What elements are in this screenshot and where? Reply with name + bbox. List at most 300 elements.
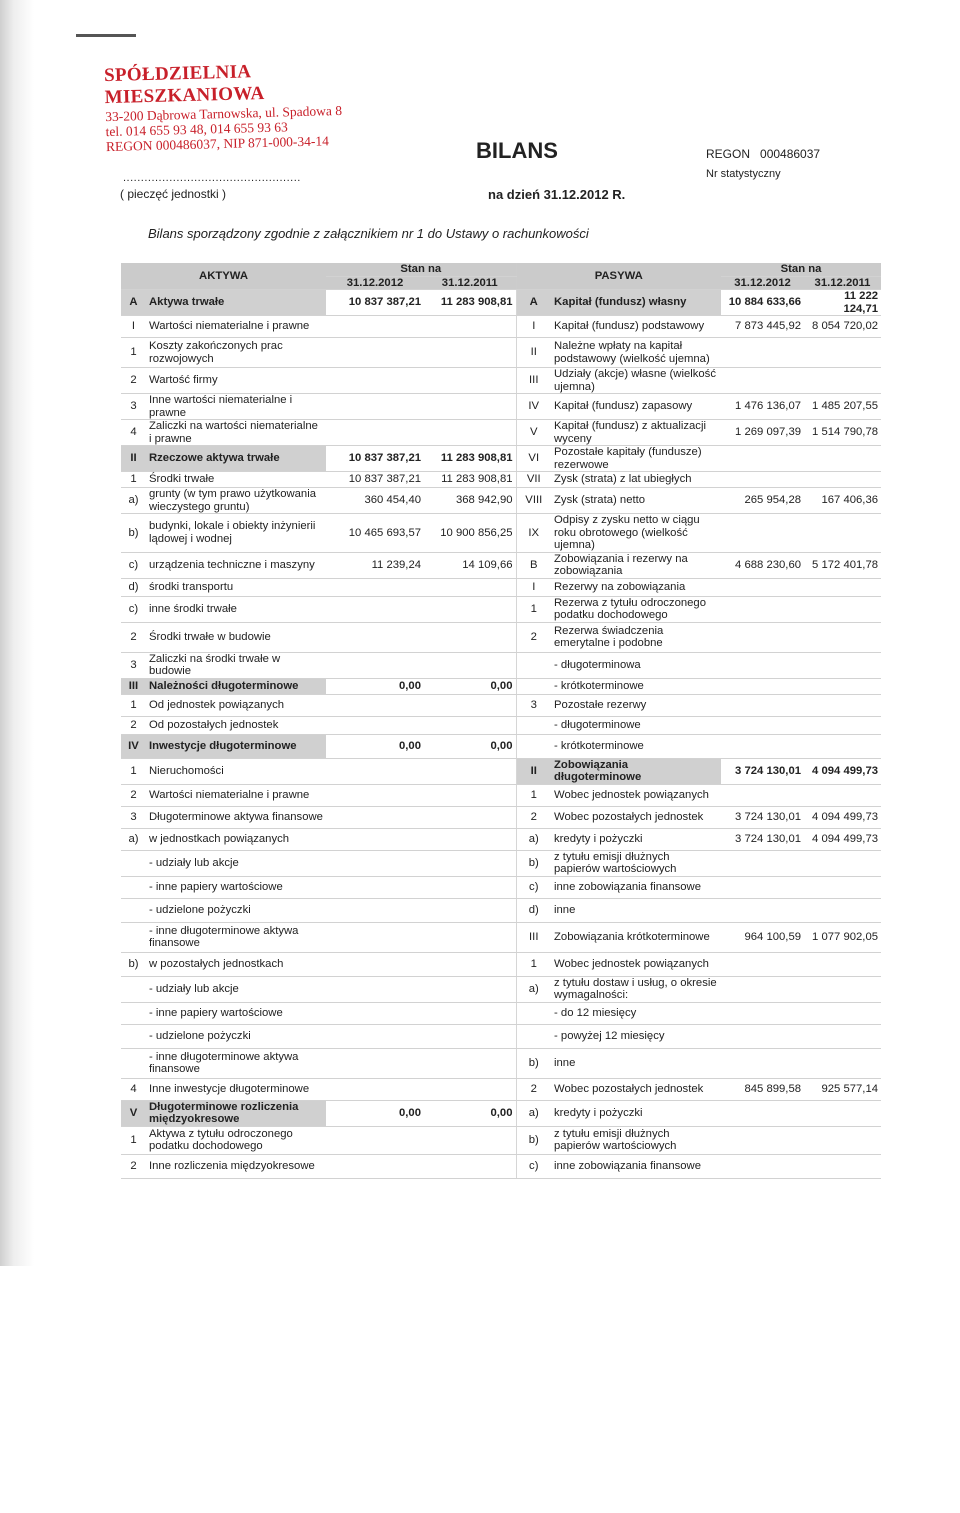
pasywa-item-number: 1 [516,784,551,806]
pasywa-item-number: IX [516,514,551,553]
pasywa-value-2012: 964 100,59 [721,922,804,952]
aktywa-item-label: Inne rozliczenia międzyokresowe [146,1154,326,1178]
pasywa-item-label: Kapitał (fundusz) własny [551,290,721,316]
aktywa-item-label: Inwestycje długoterminowe [146,734,326,758]
pasywa-item-label: inne zobowiązania finansowe [551,1154,721,1178]
aktywa-item-number: 1 [121,758,146,784]
pasywa-date-2011-header: 31.12.2011 [804,276,881,290]
aktywa-date-2011-header: 31.12.2011 [424,276,516,290]
stamp-line-3: tel. 014 655 93 48, 014 655 93 63 [105,119,289,140]
aktywa-item-number: 3 [121,394,146,420]
pasywa-value-2012 [721,976,804,1002]
table-row [121,338,881,368]
pasywa-value-2011 [804,1048,881,1078]
aktywa-item-number: a) [121,828,146,850]
aktywa-value-2012 [326,758,424,784]
aktywa-value-2012 [326,1024,424,1048]
aktywa-item-label: urządzenia techniczne i maszyny [146,552,326,578]
aktywa-value-2011: 368 942,90 [424,488,516,514]
pasywa-item-label: Rezerwa świadczenia emerytalne i podobne [551,622,721,652]
aktywa-item-number: A [121,290,146,316]
table-row [121,622,881,652]
aktywa-item-label: budynki, lokale i obiekty inżynierii lądowej i wodnej [146,514,326,553]
company-stamp [104,59,346,154]
aktywa-item-number [121,922,146,952]
pasywa-item-label: - długoterminowe [551,716,721,734]
pasywa-value-2012 [721,850,804,876]
pasywa-item-number: 3 [516,694,551,716]
pasywa-value-2012: 1 269 097,39 [721,420,804,446]
pasywa-value-2012: 845 899,58 [721,1078,804,1100]
aktywa-item-number: 2 [121,716,146,734]
pasywa-value-2011 [804,446,881,472]
pasywa-item-label: Wobec jednostek powiązanych [551,952,721,976]
pasywa-value-2011: 4 094 499,73 [804,828,881,850]
pasywa-item-number [516,1002,551,1024]
aktywa-value-2012 [326,952,424,976]
aktywa-value-2012 [326,1078,424,1100]
table-row [121,1126,881,1154]
aktywa-item-number: d) [121,578,146,596]
pasywa-item-label: Zysk (strata) netto [551,488,721,514]
table-row [121,368,881,394]
table-row [121,552,881,578]
pasywa-value-2011 [804,652,881,678]
pasywa-item-number: a) [516,976,551,1002]
pasywa-value-2012: 265 954,28 [721,488,804,514]
aktywa-item-label: Od pozostałych jednostek [146,716,326,734]
aktywa-value-2011 [424,316,516,338]
aktywa-item-number: 2 [121,622,146,652]
pasywa-item-label: Udziały (akcje) własne (wielkość ujemna) [551,368,721,394]
aktywa-value-2012 [326,578,424,596]
aktywa-item-label: Rzeczowe aktywa trwałe [146,446,326,472]
table-row [121,394,881,420]
aktywa-value-2011 [424,1024,516,1048]
aktywa-value-2012: 0,00 [326,734,424,758]
table-row [121,290,881,316]
pasywa-value-2012 [721,1100,804,1126]
table-row [121,716,881,734]
aktywa-item-number: 2 [121,368,146,394]
pasywa-value-2012 [721,678,804,694]
pasywa-value-2011 [804,952,881,976]
pasywa-item-label: Rezerwy na zobowiązania [551,578,721,596]
aktywa-item-label: - udziały lub akcje [146,976,326,1002]
aktywa-item-label: Nieruchomości [146,758,326,784]
aktywa-item-number: II [121,446,146,472]
aktywa-item-label: Zaliczki na wartości niematerialne i prawne [146,420,326,446]
pasywa-value-2012: 3 724 130,01 [721,758,804,784]
aktywa-item-label: Środki trwałe w budowie [146,622,326,652]
aktywa-value-2012: 10 837 387,21 [326,446,424,472]
pasywa-item-number: a) [516,828,551,850]
pasywa-item-number: I [516,578,551,596]
pasywa-item-number [516,652,551,678]
aktywa-item-number: 3 [121,806,146,828]
pasywa-value-2011 [804,1002,881,1024]
table-row [121,734,881,758]
pasywa-value-2011: 925 577,14 [804,1078,881,1100]
aktywa-date-2012-header: 31.12.2012 [326,276,424,290]
aktywa-value-2012 [326,850,424,876]
aktywa-value-2011: 10 900 856,25 [424,514,516,553]
pasywa-item-number: V [516,420,551,446]
aktywa-item-label: Długoterminowe rozliczenia międzyokresowe [146,1100,326,1126]
pasywa-value-2012 [721,1048,804,1078]
table-row [121,678,881,694]
aktywa-item-label: - inne długoterminowe aktywa finansowe [146,922,326,952]
table-row [121,1002,881,1024]
scan-edge-shadow [0,0,34,1266]
pasywa-value-2012: 3 724 130,01 [721,806,804,828]
aktywa-item-label: w pozostałych jednostkach [146,952,326,976]
aktywa-item-label: w jednostkach powiązanych [146,828,326,850]
table-row [121,784,881,806]
pasywa-value-2011 [804,976,881,1002]
pasywa-value-2012: 10 884 633,66 [721,290,804,316]
pasywa-item-label: - długoterminowa [551,652,721,678]
pasywa-value-2012: 1 476 136,07 [721,394,804,420]
pasywa-value-2012 [721,578,804,596]
pasywa-value-2012 [721,1002,804,1024]
stamp-line-1: SPÓŁDZIELNIA MIESZKANIOWA [103,61,265,109]
aktywa-value-2011 [424,850,516,876]
aktywa-item-number [121,976,146,1002]
pasywa-item-number: A [516,290,551,316]
aktywa-value-2011: 0,00 [424,678,516,694]
aktywa-item-number [121,1002,146,1024]
table-row [121,1154,881,1178]
pasywa-value-2012 [721,734,804,758]
pasywa-item-number: c) [516,1154,551,1178]
table-row [121,952,881,976]
table-row [121,850,881,876]
pasywa-item-number [516,678,551,694]
aktywa-item-label: Wartość firmy [146,368,326,394]
aktywa-item-number: 2 [121,1154,146,1178]
aktywa-item-label: - udzielone pożyczki [146,898,326,922]
aktywa-item-number: 1 [121,694,146,716]
aktywa-value-2012 [326,596,424,622]
aktywa-value-2012 [326,420,424,446]
pasywa-value-2011 [804,898,881,922]
aktywa-value-2012 [326,716,424,734]
pasywa-item-number: VI [516,446,551,472]
pasywa-item-number: III [516,368,551,394]
pasywa-value-2011 [804,1126,881,1154]
pasywa-value-2012 [721,622,804,652]
pasywa-item-label: - do 12 miesięcy [551,1002,721,1024]
table-row [121,1048,881,1078]
aktywa-item-number: 3 [121,652,146,678]
regon-value: 000486037 [760,147,821,161]
stamp-line-4: REGON 000486037, NIP 871-000-34-14 [105,133,330,155]
aktywa-value-2012: 10 465 693,57 [326,514,424,553]
aktywa-item-number [121,850,146,876]
aktywa-value-2011 [424,420,516,446]
aktywa-value-2012 [326,1126,424,1154]
aktywa-item-number: 4 [121,1078,146,1100]
pasywa-item-label: z tytułu dostaw i usług, o okresie wymagalności: [551,976,721,1002]
aktywa-item-number [121,1048,146,1078]
pasywa-item-label: - powyżej 12 miesięcy [551,1024,721,1048]
pasywa-value-2012: 4 688 230,60 [721,552,804,578]
pasywa-value-2011 [804,734,881,758]
aktywa-value-2011 [424,1154,516,1178]
pasywa-item-number: I [516,316,551,338]
pasywa-stan-na-header: Stan na [721,263,881,276]
pasywa-item-label: kredyty i pożyczki [551,828,721,850]
aktywa-item-number: c) [121,596,146,622]
aktywa-value-2011 [424,876,516,898]
aktywa-value-2011 [424,368,516,394]
pasywa-item-label: inne [551,898,721,922]
aktywa-value-2011 [424,622,516,652]
pasywa-item-label: inne [551,1048,721,1078]
pasywa-value-2012 [721,952,804,976]
aktywa-item-number [121,876,146,898]
aktywa-item-label: środki transportu [146,578,326,596]
aktywa-item-label: - inne długoterminowe aktywa finansowe [146,1048,326,1078]
aktywa-value-2012 [326,652,424,678]
aktywa-value-2012 [326,976,424,1002]
aktywa-value-2012 [326,1154,424,1178]
pasywa-value-2011 [804,622,881,652]
pasywa-value-2012: 7 873 445,92 [721,316,804,338]
pasywa-value-2012 [721,472,804,488]
aktywa-value-2011 [424,652,516,678]
aktywa-value-2012: 11 239,24 [326,552,424,578]
aktywa-item-label: Wartości niematerialne i prawne [146,316,326,338]
pasywa-item-number: 1 [516,952,551,976]
pasywa-item-label: Rezerwa z tytułu odroczonego podatku dochodowego [551,596,721,622]
scan-artifact-line [76,34,136,37]
aktywa-value-2011 [424,976,516,1002]
pasywa-value-2011: 11 222 124,71 [804,290,881,316]
aktywa-value-2012 [326,828,424,850]
aktywa-item-label: Długoterminowe aktywa finansowe [146,806,326,828]
pasywa-value-2011 [804,1154,881,1178]
pasywa-item-label: Pozostałe kapitały (fundusze) rezerwowe [551,446,721,472]
aktywa-value-2011 [424,596,516,622]
stamp-line-2: 33-200 Dąbrowa Tarnowska, ul. Spadowa 8 [105,102,343,125]
table-row [121,596,881,622]
pasywa-item-label: Należne wpłaty na kapitał podstawowy (wielkość ujemna) [551,338,721,368]
pasywa-value-2012 [721,898,804,922]
pasywa-value-2011: 4 094 499,73 [804,806,881,828]
pasywa-item-label: Kapitał (fundusz) z aktualizacji wyceny [551,420,721,446]
pasywa-item-number: d) [516,898,551,922]
pasywa-item-number [516,734,551,758]
pasywa-item-number: b) [516,1126,551,1154]
pasywa-value-2011 [804,514,881,553]
aktywa-item-label: Koszty zakończonych prac rozwojowych [146,338,326,368]
table-row [121,898,881,922]
table-row [121,488,881,514]
aktywa-item-number: b) [121,514,146,553]
pasywa-item-label: Pozostałe rezerwy [551,694,721,716]
pasywa-value-2011 [804,368,881,394]
aktywa-item-number: 4 [121,420,146,446]
balance-table [121,263,881,1179]
pasywa-item-number: II [516,758,551,784]
aktywa-item-label: Od jednostek powiązanych [146,694,326,716]
aktywa-item-label: - udzielone pożyczki [146,1024,326,1048]
pasywa-value-2011 [804,472,881,488]
pasywa-item-label: Zobowiązania i rezerwy na zobowiązania [551,552,721,578]
pasywa-value-2012 [721,368,804,394]
document-title: BILANS [476,138,558,163]
pasywa-value-2011 [804,694,881,716]
pasywa-value-2012 [721,784,804,806]
aktywa-value-2012: 10 837 387,21 [326,472,424,488]
pasywa-value-2012 [721,876,804,898]
aktywa-value-2011: 11 283 908,81 [424,290,516,316]
aktywa-value-2012 [326,806,424,828]
aktywa-item-number [121,898,146,922]
aktywa-value-2012 [326,316,424,338]
pasywa-item-label: Zobowiązania długoterminowe [551,758,721,784]
pasywa-item-label: kredyty i pożyczki [551,1100,721,1126]
pasywa-date-2012-header: 31.12.2012 [721,276,804,290]
aktywa-item-label: - inne papiery wartościowe [146,1002,326,1024]
table-row [121,446,881,472]
pasywa-item-number: VIII [516,488,551,514]
aktywa-value-2012 [326,694,424,716]
aktywa-item-label: - udziały lub akcje [146,850,326,876]
pasywa-value-2011 [804,876,881,898]
pasywa-item-label: - krótkoterminowe [551,734,721,758]
aktywa-item-number: b) [121,952,146,976]
aktywa-item-label: grunty (w tym prawo użytkowania wieczystego gruntu) [146,488,326,514]
statistical-number-label: Nr statystyczny [706,168,781,180]
pasywa-item-label: Wobec jednostek powiązanych [551,784,721,806]
table-row [121,922,881,952]
pasywa-item-number: III [516,922,551,952]
aktywa-item-number: III [121,678,146,694]
pasywa-item-label: Wobec pozostałych jednostek [551,1078,721,1100]
aktywa-item-label: Aktywa z tytułu odroczonego podatku dochodowego [146,1126,326,1154]
aktywa-value-2012 [326,368,424,394]
pasywa-value-2011 [804,578,881,596]
document-subtitle: Bilans sporządzony zgodnie z załącznikiem nr 1 do Ustawy o rachunkowości [148,226,589,241]
aktywa-item-label: Wartości niematerialne i prawne [146,784,326,806]
aktywa-value-2012 [326,338,424,368]
pasywa-value-2011: 4 094 499,73 [804,758,881,784]
pasywa-value-2011 [804,1024,881,1048]
pasywa-value-2012 [721,514,804,553]
pasywa-item-label: z tytułu emisji dłużnych papierów wartościowych [551,850,721,876]
document-date: na dzień 31.12.2012 R. [488,187,626,202]
aktywa-value-2011 [424,1126,516,1154]
aktywa-value-2012 [326,784,424,806]
balance-rows [121,290,881,1179]
aktywa-value-2011 [424,922,516,952]
pasywa-item-number: 2 [516,622,551,652]
aktywa-value-2012 [326,394,424,420]
aktywa-item-label: - inne papiery wartościowe [146,876,326,898]
aktywa-item-label: inne środki trwałe [146,596,326,622]
aktywa-value-2011: 0,00 [424,1100,516,1126]
table-row [121,976,881,1002]
table-row [121,1100,881,1126]
pasywa-item-number: B [516,552,551,578]
aktywa-value-2011: 11 283 908,81 [424,472,516,488]
table-row [121,472,881,488]
aktywa-item-label: Inne wartości niematerialne i prawne [146,394,326,420]
table-row [121,1024,881,1048]
stamp-caption: ( pieczęć jednostki ) [120,187,227,201]
pasywa-item-number: II [516,338,551,368]
pasywa-value-2012 [721,1154,804,1178]
pasywa-value-2011: 5 172 401,78 [804,552,881,578]
aktywa-item-number: I [121,316,146,338]
aktywa-value-2011: 0,00 [424,734,516,758]
regon-line [706,147,820,161]
pasywa-value-2011: 1 077 902,05 [804,922,881,952]
pasywa-value-2012 [721,338,804,368]
pasywa-item-label: Zobowiązania krótkoterminowe [551,922,721,952]
aktywa-item-number: 1 [121,338,146,368]
pasywa-value-2011 [804,678,881,694]
pasywa-value-2011: 1 485 207,55 [804,394,881,420]
table-row [121,316,881,338]
table-row [121,652,881,678]
table-row [121,514,881,553]
balance-sheet [121,263,881,1513]
pasywa-item-number: 2 [516,806,551,828]
pasywa-item-number [516,716,551,734]
aktywa-item-number: IV [121,734,146,758]
aktywa-value-2012: 360 454,40 [326,488,424,514]
aktywa-item-label: Aktywa trwałe [146,290,326,316]
pasywa-item-label: Wobec pozostałych jednostek [551,806,721,828]
aktywa-value-2011 [424,1048,516,1078]
pasywa-item-label: Zysk (strata) z lat ubiegłych [551,472,721,488]
aktywa-value-2011: 14 109,66 [424,552,516,578]
aktywa-item-number: V [121,1100,146,1126]
aktywa-item-label: Inne inwestycje długoterminowe [146,1078,326,1100]
table-row [121,828,881,850]
pasywa-value-2012 [721,694,804,716]
pasywa-value-2012 [721,1126,804,1154]
pasywa-value-2012 [721,596,804,622]
aktywa-item-label: Zaliczki na środki trwałe w budowie [146,652,326,678]
aktywa-item-number [121,1024,146,1048]
pasywa-item-number: 2 [516,1078,551,1100]
aktywa-item-number: 1 [121,472,146,488]
aktywa-value-2012: 0,00 [326,678,424,694]
aktywa-value-2011 [424,828,516,850]
pasywa-item-number: 1 [516,596,551,622]
aktywa-value-2012: 0,00 [326,1100,424,1126]
pasywa-item-number: b) [516,1048,551,1078]
pasywa-value-2011: 167 406,36 [804,488,881,514]
pasywa-item-label: inne zobowiązania finansowe [551,876,721,898]
pasywa-item-number: b) [516,850,551,876]
pasywa-item-number: IV [516,394,551,420]
aktywa-value-2011 [424,1002,516,1024]
pasywa-value-2012 [721,1024,804,1048]
pasywa-item-number: VII [516,472,551,488]
table-row [121,1078,881,1100]
table-row [121,578,881,596]
aktywa-value-2011 [424,784,516,806]
aktywa-item-number: a) [121,488,146,514]
aktywa-item-number: 2 [121,784,146,806]
stamp-dotted-line: .................................................. [123,172,301,184]
